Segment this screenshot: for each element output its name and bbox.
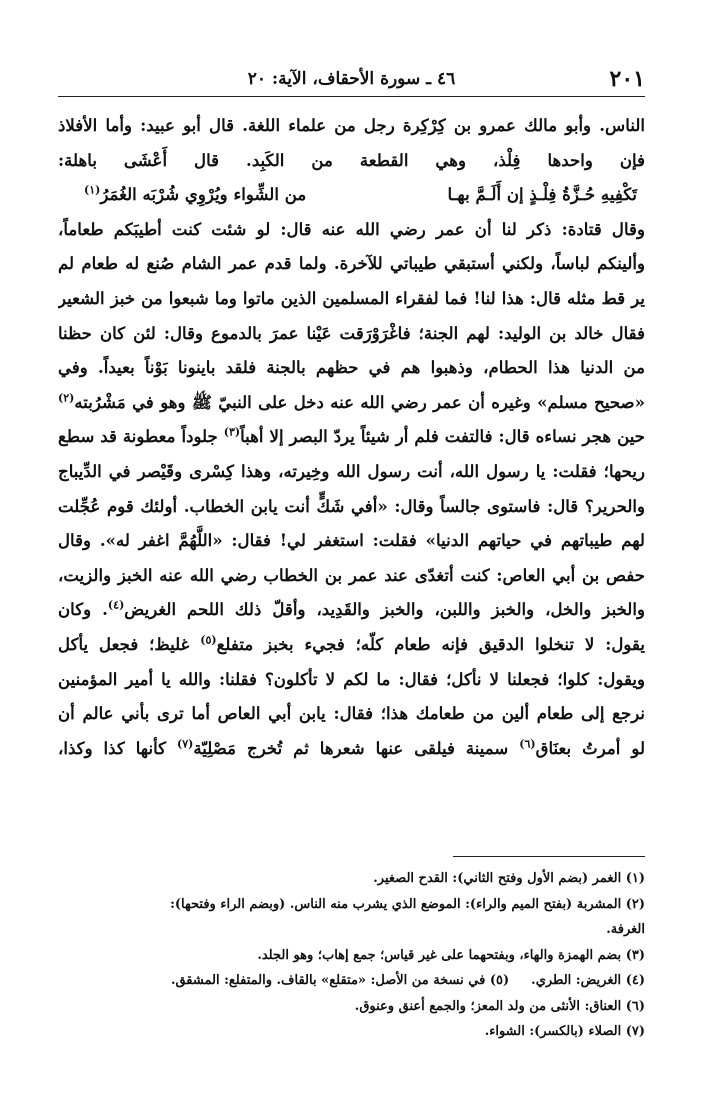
verse-second-hemistich bbox=[84, 177, 306, 212]
running-title: ٤٦ ـ سورة الأحقاف، الآية: ٢٠ bbox=[247, 69, 456, 89]
text-segment: يقول: لا تنخلوا الدقيق فإنه طعام كلّه؛ فجيء بخبز متفلع bbox=[216, 633, 645, 654]
text-segment: لو أمرتُ بعنَاق bbox=[535, 737, 645, 758]
text-line: الناس. وأبو مالك عمرو بن كِرْكِرة رجل من علماء اللغة. قال أبو عبيد: وأما الأفلاذ bbox=[58, 115, 645, 135]
text-line: فإن واحدها فِلْذ، وهي القطعة من الكَبِد. قال أَعْشَى باهلة: bbox=[58, 149, 645, 170]
footnote-ref: (٢) bbox=[58, 391, 75, 405]
text-segment: والخبز والخل، والخبز واللبن، والخبز والقَدِيد، وأقلّ ذلك اللحم الغريض bbox=[124, 599, 645, 620]
footnote-item: (٦) العناق: الأنثى من ولد المعز؛ والجمع أعنق وعنوق. bbox=[354, 998, 645, 1014]
footnote-pair bbox=[58, 968, 645, 994]
text-segment: . وكان bbox=[58, 599, 108, 620]
footnote-ref: (٤) bbox=[107, 598, 125, 612]
footnote-item: (٢) المشربة (بفتح الميم والراء): الموضع الذي يشرب منه الناس. (وبضم الراء وفتحها): bbox=[170, 896, 645, 912]
footnote-ref: (١) bbox=[84, 183, 101, 197]
text-line bbox=[58, 592, 645, 627]
footnote-ref: (٧) bbox=[177, 737, 194, 751]
page-header bbox=[58, 62, 645, 97]
text-line bbox=[58, 385, 645, 420]
text-line: والحرير؟ قال: فاستوى جالساً وقال: «أفي شَكٍّ أنت يابن الخطاب. أولئك قوم عُجِّلت bbox=[58, 495, 645, 516]
footnote-ref: (٥) bbox=[200, 633, 217, 647]
verse-second-text: من الشِّواء ويُرْوِي شُرْبَه الغُمَرُ bbox=[100, 184, 307, 205]
text-segment: كأنها كذا وكذا، bbox=[58, 737, 177, 758]
footnote-item: (٥) في نسخة من الأصل: «متقلع» بالقاف. والمتفلع: المشقق. bbox=[170, 973, 510, 988]
page-number: ٢٠١ bbox=[609, 66, 645, 92]
footnote-item-continuation: الغرفة. bbox=[606, 922, 645, 937]
text-segment: «صحيح مسلم» وغيره أن عمر رضي الله عنه دخل على النبيّ ﷺ وهو في مَشْرُبته bbox=[74, 391, 645, 412]
text-line: لهم طيباتهم في حياتهم الدنيا» فقلت: استغفر لي! فقال: «اللَّهُمَّ اغفر له». وقال bbox=[58, 530, 645, 551]
verse-first-hemistich: تَكْفِيهِ حُـزَّةُ فِلْـذٍ إن أَلَـمَّ بهـا bbox=[447, 184, 637, 205]
text-line: نرجع إلى طعام ألين من طعامك هذا؛ فقال: يابن أبي العاص أما ترى بأني عالم أن bbox=[58, 703, 645, 724]
text-line bbox=[58, 627, 645, 662]
poetry-verse bbox=[58, 177, 645, 212]
footnotes bbox=[58, 866, 645, 1045]
text-segment: جلوداً معطونة قد سطع bbox=[58, 426, 224, 447]
footnote-item: (٧) الصلاء (بالكسر): الشواء. bbox=[484, 1024, 645, 1039]
main-text bbox=[58, 108, 645, 765]
text-segment: سمينة فيلقى عنها شعرها ثم تُخرج مَصْلِيّة bbox=[193, 737, 520, 758]
text-line bbox=[58, 731, 645, 766]
text-line bbox=[58, 419, 645, 454]
footnote-ref: (٣) bbox=[223, 425, 241, 439]
text-line: ويقول: كلوا؛ فجعلنا لا نأكل؛ فقال: ما لكم لا تأكلون؟ فقلنا: والله يا أمير المؤمنين bbox=[58, 668, 645, 689]
text-line: حفص بن أبي العاص: كنت أتغدّى عند عمر بن الخطاب رضي الله عنه الخبز والزيت، bbox=[58, 564, 645, 585]
text-segment: غليظ؛ فجعل يأكل bbox=[58, 633, 201, 654]
text-line: ريحها؛ فقلت: يا رسول الله، أنت رسول الله وخِيرته، وهذا كِسْرى وقَيْصر في الدِّيباج bbox=[58, 460, 645, 481]
footnote-divider bbox=[453, 856, 645, 857]
footnote-item: (١) الغمر (بضم الأول وفتح الثاني): القدح الصغير. bbox=[373, 871, 645, 886]
text-line: من الدنيا هذا الحطام، وذهبوا هم في حظهم بالجنة فلقد باينونا بَوْناً بعيداً. وفي bbox=[58, 357, 645, 378]
footnote-item: (٣) بضم الهمزة والهاء، وبفتحهما على غير قياس؛ جمع إهاب؛ وهو الجلد. bbox=[257, 947, 645, 963]
footnote-ref: (٦) bbox=[519, 737, 536, 751]
footnote-item: (٤) الغريض: الطري. bbox=[531, 973, 645, 988]
text-segment: حين هجر نساءه قال: فالتفت فلم أر شيئاً يردّ البصر إلا أهباً bbox=[240, 426, 645, 447]
text-line: وقال قتادة: ذكر لنا أن عمر رضي الله عنه قال: لو شئت كنت أطيبَكم طعاماً، bbox=[58, 218, 645, 239]
text-line: فقال خالد بن الوليد: لهم الجنة؛ فاغْرَوْرَقت عَيْنا عمرَ بالدموع وقال: لئن كان حظنا bbox=[58, 322, 645, 343]
text-line: ير قط مثله قال: هذا لنا! فما لفقراء المسلمين الذين ماتوا وما شبعوا من خبز الشعير bbox=[58, 287, 645, 308]
text-line: وألينكم لباساً، ولكني أستبقي طيباتي للآخرة. ولما قدم عمر الشام صُنع له طعام لم bbox=[58, 253, 645, 274]
